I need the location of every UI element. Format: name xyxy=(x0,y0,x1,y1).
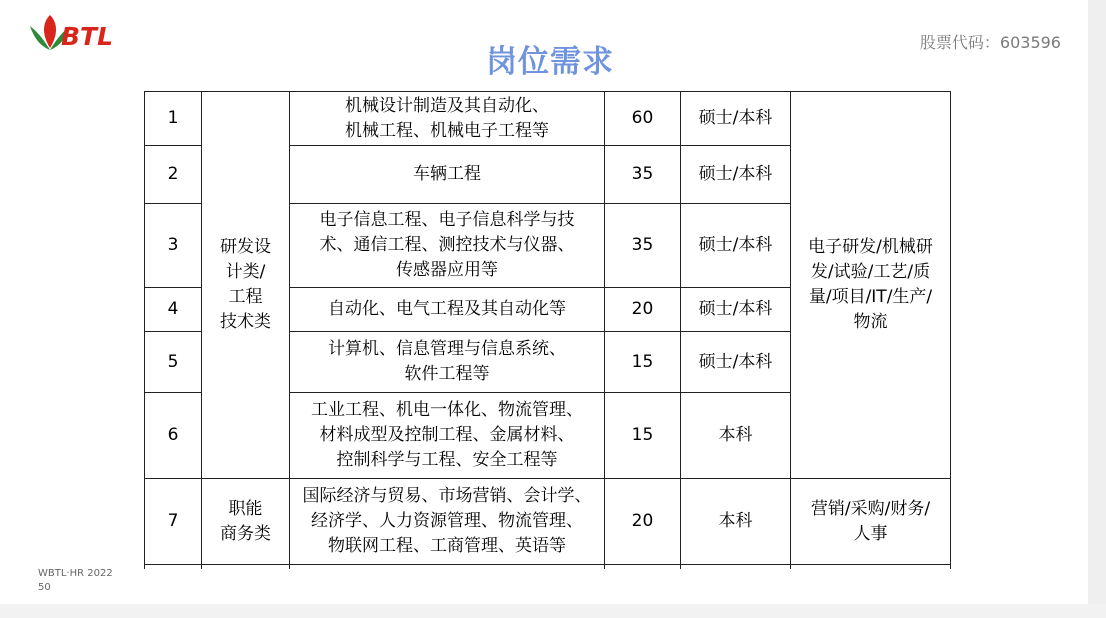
category-cell: 职能 商务类 xyxy=(202,479,290,565)
table-row xyxy=(145,479,951,565)
headcount-cell: 35 xyxy=(605,204,681,288)
category-cell: 研发设 计类/ 工程 技术类 xyxy=(202,92,290,479)
page-title: 岗位需求 xyxy=(486,44,614,80)
headcount-cell: 15 xyxy=(605,393,681,479)
degree-cell: 硕士/本科 xyxy=(681,332,791,393)
svg-text:BTL: BTL xyxy=(61,22,114,51)
slide-edge xyxy=(0,604,1106,618)
headcount-cell: 20 xyxy=(605,288,681,332)
degree-cell: 本科 xyxy=(681,393,791,479)
row-number: 7 xyxy=(145,479,202,565)
row-number: 1 xyxy=(145,92,202,146)
majors-cell: 国际经济与贸易、市场营销、会计学、 经济学、人力资源管理、物流管理、 物联网工程、工商管理、英语等 xyxy=(290,479,605,565)
degree-cell: 硕士/本科 xyxy=(681,92,791,146)
row-number: 2 xyxy=(145,146,202,204)
majors-cell: 工业工程、机电一体化、物流管理、 材料成型及控制工程、金属材料、 控制科学与工程、安全工程等 xyxy=(290,393,605,479)
slide-edge xyxy=(1088,0,1106,618)
table-tail xyxy=(145,565,951,570)
stock-code: 股票代码：603596 xyxy=(919,33,1061,52)
headcount-cell: 35 xyxy=(605,146,681,204)
degree-cell: 硕士/本科 xyxy=(681,146,791,204)
majors-cell: 计算机、信息管理与信息系统、 软件工程等 xyxy=(290,332,605,393)
degree-cell: 本科 xyxy=(681,479,791,565)
row-number: 6 xyxy=(145,393,202,479)
table-row xyxy=(145,92,951,146)
footer-text: WBTL·HR 2022 xyxy=(38,568,113,579)
position-cell: 电子研发/机械研 发/试验/工艺/质 量/项目/IT/生产/ 物流 xyxy=(791,92,951,479)
footer xyxy=(38,567,113,595)
majors-cell: 电子信息工程、电子信息科学与技 术、通信工程、测控技术与仪器、 传感器应用等 xyxy=(290,204,605,288)
row-number: 3 xyxy=(145,204,202,288)
headcount-cell: 15 xyxy=(605,332,681,393)
row-number: 4 xyxy=(145,288,202,332)
position-cell: 营销/采购/财务/ 人事 xyxy=(791,479,951,565)
degree-cell: 硕士/本科 xyxy=(681,204,791,288)
row-number: 5 xyxy=(145,332,202,393)
headcount-cell: 20 xyxy=(605,479,681,565)
page-number: 50 xyxy=(38,582,51,593)
requirements-table xyxy=(144,91,951,569)
majors-cell: 车辆工程 xyxy=(290,146,605,204)
degree-cell: 硕士/本科 xyxy=(681,288,791,332)
majors-cell: 机械设计制造及其自动化、 机械工程、机械电子工程等 xyxy=(290,92,605,146)
majors-cell: 自动化、电气工程及其自动化等 xyxy=(290,288,605,332)
headcount-cell: 60 xyxy=(605,92,681,146)
